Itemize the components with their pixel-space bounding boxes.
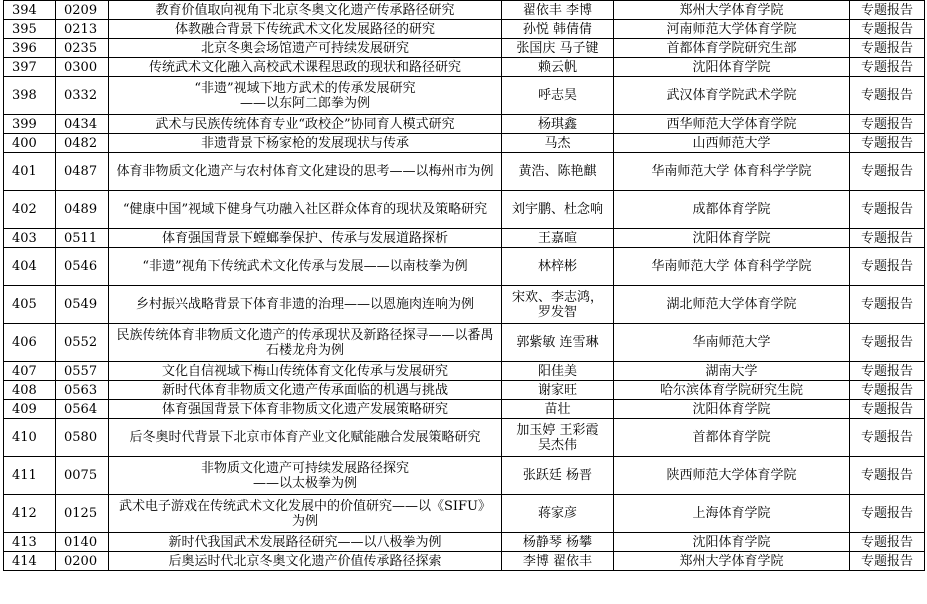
- table-row: [4, 20, 925, 39]
- row-number-cell: 412: [4, 495, 56, 533]
- row-number-cell: 406: [4, 324, 56, 362]
- authors-cell: 郭紫敏 连雪琳: [502, 324, 614, 362]
- institution-cell: 沈阳体育学院: [614, 229, 850, 248]
- table-row: [4, 229, 925, 248]
- report-type-cell: 专题报告: [850, 400, 925, 419]
- institution-cell: 首都体育学院: [614, 419, 850, 457]
- paper-title-cell: 非遗背景下杨家枪的发展现状与传承: [109, 134, 502, 153]
- table-row: [4, 400, 925, 419]
- report-type-cell: 专题报告: [850, 533, 925, 552]
- paper-code-cell: 0125: [56, 495, 109, 533]
- row-number-cell: 408: [4, 381, 56, 400]
- paper-code-cell: 0332: [56, 77, 109, 115]
- report-table: [3, 0, 925, 571]
- row-number-cell: 405: [4, 286, 56, 324]
- paper-code-cell: 0200: [56, 552, 109, 571]
- report-type-cell: 专题报告: [850, 39, 925, 58]
- report-type-cell: 专题报告: [850, 134, 925, 153]
- paper-title-cell: 新时代体育非物质文化遗产传承面临的机遇与挑战: [109, 381, 502, 400]
- report-type-cell: 专题报告: [850, 552, 925, 571]
- paper-title-cell: “非遗”视角下传统武术文化传承与发展——以南枝拳为例: [109, 248, 502, 286]
- institution-cell: 沈阳体育学院: [614, 533, 850, 552]
- report-type-cell: 专题报告: [850, 286, 925, 324]
- paper-code-cell: 0549: [56, 286, 109, 324]
- institution-cell: 陕西师范大学体育学院: [614, 457, 850, 495]
- paper-title-cell: 非物质文化遗产可持续发展路径探究 ——以太极拳为例: [109, 457, 502, 495]
- row-number-cell: 407: [4, 362, 56, 381]
- report-type-cell: 专题报告: [850, 248, 925, 286]
- authors-cell: 黄浩、陈艳麒: [502, 153, 614, 191]
- authors-cell: 杨琪鑫: [502, 115, 614, 134]
- institution-cell: 首都体育学院研究生部: [614, 39, 850, 58]
- report-type-cell: 专题报告: [850, 58, 925, 77]
- table-row: [4, 134, 925, 153]
- report-type-cell: 专题报告: [850, 495, 925, 533]
- table-row: [4, 419, 925, 457]
- paper-code-cell: 0511: [56, 229, 109, 248]
- institution-cell: 西华师范大学体育学院: [614, 115, 850, 134]
- paper-title-cell: “非遗”视域下地方武术的传承发展研究 ——以东阿二郎拳为例: [109, 77, 502, 115]
- paper-title-cell: 北京冬奥会场馆遗产可持续发展研究: [109, 39, 502, 58]
- table-row: [4, 77, 925, 115]
- paper-title-cell: 新时代我国武术发展路径研究——以八极拳为例: [109, 533, 502, 552]
- paper-code-cell: 0487: [56, 153, 109, 191]
- authors-cell: 刘宇鹏、杜念响: [502, 191, 614, 229]
- authors-cell: 王嘉暄: [502, 229, 614, 248]
- authors-cell: 李博 翟依丰: [502, 552, 614, 571]
- paper-code-cell: 0209: [56, 1, 109, 20]
- institution-cell: 上海体育学院: [614, 495, 850, 533]
- authors-cell: 马杰: [502, 134, 614, 153]
- table-row: [4, 153, 925, 191]
- institution-cell: 郑州大学体育学院: [614, 552, 850, 571]
- row-number-cell: 396: [4, 39, 56, 58]
- institution-cell: 河南师范大学体育学院: [614, 20, 850, 39]
- row-number-cell: 411: [4, 457, 56, 495]
- institution-cell: 华南师范大学 体育科学学院: [614, 153, 850, 191]
- table-row: [4, 457, 925, 495]
- report-type-cell: 专题报告: [850, 229, 925, 248]
- paper-code-cell: 0140: [56, 533, 109, 552]
- authors-cell: 张国庆 马子键: [502, 39, 614, 58]
- row-number-cell: 398: [4, 77, 56, 115]
- row-number-cell: 401: [4, 153, 56, 191]
- table-row: [4, 115, 925, 134]
- paper-code-cell: 0434: [56, 115, 109, 134]
- paper-title-cell: 乡村振兴战略背景下体育非遗的治理——以恩施肉连响为例: [109, 286, 502, 324]
- report-type-cell: 专题报告: [850, 324, 925, 362]
- row-number-cell: 400: [4, 134, 56, 153]
- authors-cell: 赖云帆: [502, 58, 614, 77]
- report-type-cell: 专题报告: [850, 1, 925, 20]
- report-type-cell: 专题报告: [850, 115, 925, 134]
- row-number-cell: 409: [4, 400, 56, 419]
- paper-code-cell: 0213: [56, 20, 109, 39]
- report-type-cell: 专题报告: [850, 381, 925, 400]
- institution-cell: 华南师范大学 体育科学学院: [614, 248, 850, 286]
- institution-cell: 湖南大学: [614, 362, 850, 381]
- table-row: [4, 533, 925, 552]
- authors-cell: 苗壮: [502, 400, 614, 419]
- authors-cell: 阳佳美: [502, 362, 614, 381]
- report-type-cell: 专题报告: [850, 457, 925, 495]
- institution-cell: 沈阳体育学院: [614, 58, 850, 77]
- table-row: [4, 191, 925, 229]
- institution-cell: 武汉体育学院武术学院: [614, 77, 850, 115]
- row-number-cell: 413: [4, 533, 56, 552]
- authors-cell: 孙悦 韩倩倩: [502, 20, 614, 39]
- authors-cell: 呼志昊: [502, 77, 614, 115]
- authors-cell: 翟依丰 李博: [502, 1, 614, 20]
- paper-title-cell: 体育强国背景下体育非物质文化遗产发展策略研究: [109, 400, 502, 419]
- table-row: [4, 1, 925, 20]
- table-row: [4, 324, 925, 362]
- paper-title-cell: 后奥运时代北京冬奥文化遗产价值传承路径探索: [109, 552, 502, 571]
- authors-cell: 杨静琴 杨攀: [502, 533, 614, 552]
- paper-title-cell: 教育价值取向视角下北京冬奥文化遗产传承路径研究: [109, 1, 502, 20]
- row-number-cell: 404: [4, 248, 56, 286]
- authors-cell: 谢家旺: [502, 381, 614, 400]
- paper-code-cell: 0075: [56, 457, 109, 495]
- row-number-cell: 395: [4, 20, 56, 39]
- table-row: [4, 495, 925, 533]
- authors-cell: 张跃廷 杨晋: [502, 457, 614, 495]
- table-row: [4, 248, 925, 286]
- report-type-cell: 专题报告: [850, 419, 925, 457]
- authors-cell: 宋欢、李志鸿， 罗发智: [502, 286, 614, 324]
- report-type-cell: 专题报告: [850, 77, 925, 115]
- paper-title-cell: 传统武术文化融入高校武术课程思政的现状和路径研究: [109, 58, 502, 77]
- paper-code-cell: 0563: [56, 381, 109, 400]
- paper-code-cell: 0489: [56, 191, 109, 229]
- paper-code-cell: 0482: [56, 134, 109, 153]
- table-row: [4, 381, 925, 400]
- paper-title-cell: 武术电子游戏在传统武术文化发展中的价值研究——以《SIFU》为例: [109, 495, 502, 533]
- paper-title-cell: 体教融合背景下传统武术文化发展路径的研究: [109, 20, 502, 39]
- row-number-cell: 410: [4, 419, 56, 457]
- row-number-cell: 403: [4, 229, 56, 248]
- paper-code-cell: 0580: [56, 419, 109, 457]
- paper-code-cell: 0557: [56, 362, 109, 381]
- authors-cell: 加玉婷 王彩霞 吴杰伟: [502, 419, 614, 457]
- row-number-cell: 402: [4, 191, 56, 229]
- institution-cell: 沈阳体育学院: [614, 400, 850, 419]
- institution-cell: 郑州大学体育学院: [614, 1, 850, 20]
- table-row: [4, 362, 925, 381]
- report-type-cell: 专题报告: [850, 153, 925, 191]
- paper-title-cell: 民族传统体育非物质文化遗产的传承现状及新路径探寻——以番禺石楼龙舟为例: [109, 324, 502, 362]
- paper-title-cell: 后冬奥时代背景下北京市体育产业文化赋能融合发展策略研究: [109, 419, 502, 457]
- paper-title-cell: 武术与民族传统体育专业“政校企”协同育人模式研究: [109, 115, 502, 134]
- row-number-cell: 394: [4, 1, 56, 20]
- table-row: [4, 286, 925, 324]
- institution-cell: 山西师范大学: [614, 134, 850, 153]
- institution-cell: 哈尔滨体育学院研究生院: [614, 381, 850, 400]
- table-row: [4, 552, 925, 571]
- report-table-body: [4, 1, 925, 571]
- institution-cell: 成都体育学院: [614, 191, 850, 229]
- table-row: [4, 39, 925, 58]
- paper-code-cell: 0235: [56, 39, 109, 58]
- report-type-cell: 专题报告: [850, 20, 925, 39]
- authors-cell: 林梓彬: [502, 248, 614, 286]
- table-row: [4, 58, 925, 77]
- authors-cell: 蒋家彦: [502, 495, 614, 533]
- institution-cell: 华南师范大学: [614, 324, 850, 362]
- row-number-cell: 397: [4, 58, 56, 77]
- paper-code-cell: 0546: [56, 248, 109, 286]
- institution-cell: 湖北师范大学体育学院: [614, 286, 850, 324]
- paper-title-cell: 体育非物质文化遗产与农村体育文化建设的思考——以梅州市为例: [109, 153, 502, 191]
- paper-code-cell: 0300: [56, 58, 109, 77]
- report-type-cell: 专题报告: [850, 191, 925, 229]
- row-number-cell: 399: [4, 115, 56, 134]
- paper-code-cell: 0552: [56, 324, 109, 362]
- paper-code-cell: 0564: [56, 400, 109, 419]
- paper-title-cell: 体育强国背景下螳螂拳保护、传承与发展道路探析: [109, 229, 502, 248]
- report-type-cell: 专题报告: [850, 362, 925, 381]
- paper-title-cell: 文化自信视域下梅山传统体育文化传承与发展研究: [109, 362, 502, 381]
- row-number-cell: 414: [4, 552, 56, 571]
- paper-title-cell: “健康中国”视域下健身气功融入社区群众体育的现状及策略研究: [109, 191, 502, 229]
